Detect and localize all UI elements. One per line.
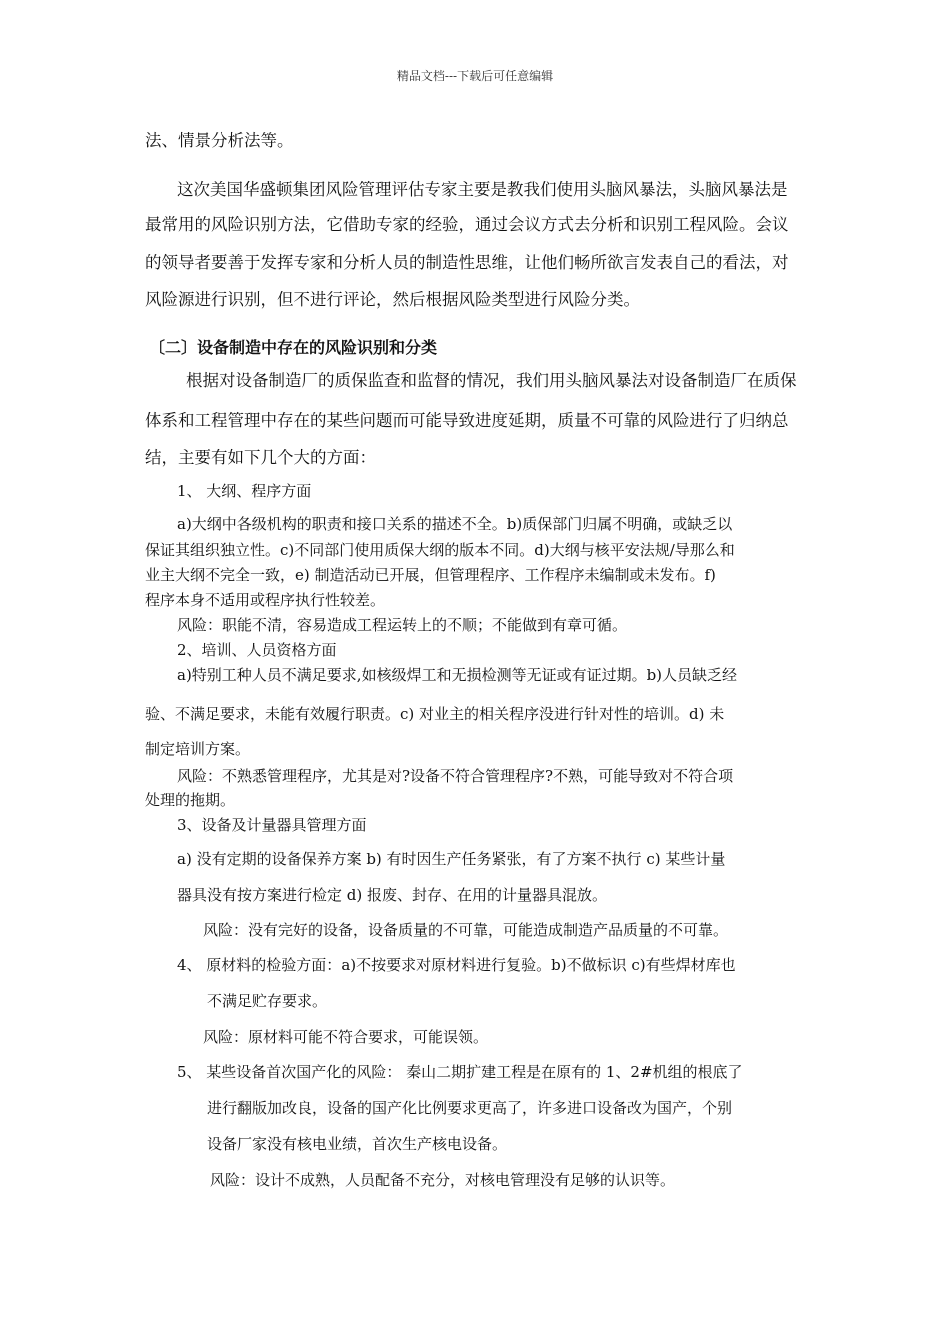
paragraph-line: 器具没有按方案进行检定 d) 报废、封存、在用的计量器具混放。 [177,886,607,904]
paragraph-line: 不满足贮存要求。 [207,992,328,1010]
subsection-title: 3、设备及计量器具管理方面 [177,816,367,834]
risk-note: 风险：原材料可能不符合要求，可能误领。 [203,1028,489,1046]
risk-note: 风险：没有完好的设备，设备质量的不可靠，可能造成制造产品质量的不可靠。 [203,921,729,939]
risk-note: 风险：职能不清，容易造成工程运转上的不顺；不能做到有章可循。 [177,616,628,634]
risk-note: 风险：设计不成熟，人员配备不充分，对核电管理没有足够的认识等。 [210,1171,676,1189]
paragraph-line: a) 没有定期的设备保养方案 b) 有时因生产任务紧张，有了方案不执行 c) 某些计量 [177,850,726,868]
section-heading: 〔二〕设备制造中存在的风险识别和分类 [149,338,438,357]
subsection-title: 2、培训、人员资格方面 [177,641,337,659]
paragraph-line: 业主大纲不完全一致，e) 制造活动已开展，但管理程序、工作程序未编制或未发布。f) [145,566,716,584]
paragraph-line: a)大纲中各级机构的职责和接口关系的描述不全。b)质保部门归属不明确，或缺乏以 [177,515,733,533]
subsection-title: 1、 大纲、程序方面 [177,482,312,500]
paragraph-line: 体系和工程管理中存在的某些问题而可能导致进度延期，质量不可靠的风险进行了归纳总 [145,411,789,430]
subsection-title: 5、 某些设备首次国产化的风险： 秦山二期扩建工程是在原有的 1、2#机组的根底了 [177,1063,743,1081]
risk-note: 风险：不熟悉管理程序，尤其是对?设备不符合管理程序?不熟，可能导致对不符合项 [177,767,734,785]
paragraph-line: 验、不满足要求，未能有效履行职责。c) 对业主的相关程序没进行针对性的培训。d) 未 [145,705,725,723]
paragraph-line: 制定培训方案。 [145,740,251,758]
paragraph-line: 进行翻版加改良，设备的国产化比例要求更高了，许多进口设备改为国产，个别 [207,1099,733,1117]
paragraph-line: 根据对设备制造厂的质保监查和监督的情况，我们用头脑风暴法对设备制造厂在质保 [186,371,797,390]
paragraph-line: a)特别工种人员不满足要求,如核级焊工和无损检测等无证或有证过期。b)人员缺乏经 [177,666,738,684]
paragraph-line: 这次美国华盛顿集团风险管理评估专家主要是教我们使用头脑风暴法，头脑风暴法是 [177,180,788,199]
paragraph-line: 设备厂家没有核电业绩，首次生产核电设备。 [207,1135,508,1153]
paragraph-line: 保证其组织独立性。c)不同部门使用质保大纲的版本不同。d)大纲与核平安法规/导那么和 [145,541,735,559]
paragraph-line: 结，主要有如下几个大的方面： [145,448,376,467]
paragraph-line: 最常用的风险识别方法，它借助专家的经验，通过会议方式去分析和识别工程风险。会议 [145,215,789,234]
page-header: 精品文档---下载后可任意编辑 [396,69,554,83]
paragraph-line: 风险源进行识别，但不进行评论，然后根据风险类型进行风险分类。 [145,290,640,309]
paragraph-line: 的领导者要善于发挥专家和分析人员的制造性思维，让他们畅所欲言发表自己的看法，对 [145,253,789,272]
paragraph-line: 法、情景分析法等。 [145,131,294,150]
paragraph-line: 程序本身不适用或程序执行性较差。 [145,591,386,609]
risk-note: 处理的拖期。 [145,791,236,809]
subsection-title: 4、 原材料的检验方面：a)不按要求对原材料进行复验。b)不做标识 c)有些焊材库也 [177,956,736,974]
